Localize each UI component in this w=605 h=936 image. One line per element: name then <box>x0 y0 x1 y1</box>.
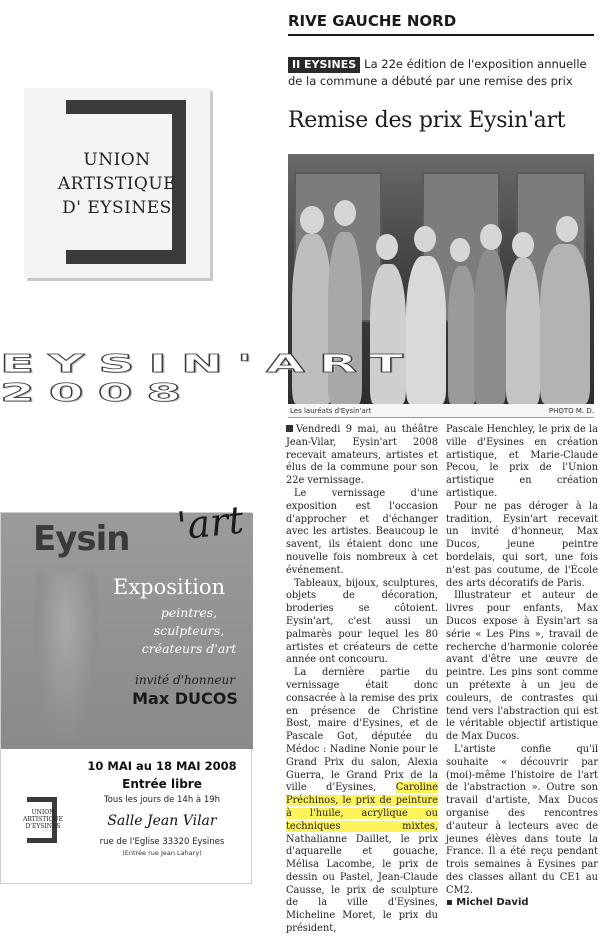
article-signature: ▪ Michel David <box>446 897 529 909</box>
article-paragraph: Tableaux, bijoux, sculptures, objets de décoration, broderies se côtoient. Eysin'art, c'est aussi un palmarès pour lequel les 80 artistes et créateurs de cette année ont concouru. <box>286 577 438 666</box>
article-column-2 <box>446 424 598 909</box>
kicker-tag: II EYSINES <box>288 57 360 73</box>
mini-logo-line: ARTISTIQUE <box>23 816 63 823</box>
article-paragraph: Pascale Henchley, le prix de la ville d'Eysines en création artistique, et Marie-Claude Pecou, le prix de l'Union artistique en création artistique. <box>446 424 598 499</box>
person-head <box>300 206 324 234</box>
person-head <box>450 238 470 262</box>
union-artistique-logo <box>24 88 210 278</box>
logo-line-3: D' EYSINES <box>62 198 172 218</box>
poster-venue: Salle Jean Vilar <box>107 813 217 829</box>
poster-subtitle: créateurs d'art <box>141 641 237 656</box>
banner-title: EYSIN'ART 2008 <box>0 349 418 407</box>
section-rubric: RIVE GAUCHE NORD <box>288 10 594 36</box>
person-head <box>512 232 534 258</box>
poster-dates: 10 MAI au 18 MAI 2008 <box>87 759 237 773</box>
exhibition-poster <box>0 497 252 884</box>
poster-mini-logo <box>15 795 63 847</box>
poster-hours: Tous les jours de 14h à 19h <box>103 795 221 805</box>
article-paragraph: La dernière partie du vernissage était donc consacrée à la remise des prix en présence de Christine Bost, maire d'Eysines, et de Pascale Got, députée du Médoc : Nadine Nonie pour le Grand Prix du salon, Alexia Guerra, le Grand Prix de la ville d'Eysines, Caroline Préchinos, le prix de peinture à l'huile, acrylique ou techniques mixtes, Nathalianne Daillet, le prix d'aquarelle et gouache, Mélisa Lacombe, le prix de dessin ou Pastel, Jean-Claude Causse, le prix de sculpture de la ville d'Eysines, Micheline Moret, le prix du président, <box>286 667 438 935</box>
article-paragraph: Vendredi 9 mai, au théâtre Jean-Vilar, Eysin'art 2008 recevait amateurs, artistes et élus de la commune pour son 22e vernissage. <box>286 424 438 487</box>
person-head <box>334 200 356 226</box>
poster-entry: Entrée libre <box>122 777 202 791</box>
poster-title-art: 'art <box>174 497 246 549</box>
poster-subtitle: sculpteurs, <box>153 623 225 638</box>
article-paragraph: Le vernissage d'une exposition est l'occasion d'approcher et d'échanger avec les artistes. Beaucoup le savent, ils étaient donc une nouvelle fois nombreux à cet événement. <box>286 487 438 576</box>
article-column-1 <box>286 424 438 935</box>
poster-address-note: (Entrée rue Jean Lahary) <box>122 849 202 857</box>
person-head <box>376 234 398 260</box>
highlighted-text: Caroline Préchinos, le prix de peinture à l'huile, acrylique ou techniques mixtes, <box>286 782 438 832</box>
sculpture-silhouette <box>31 573 101 743</box>
poster-subtitle: peintres, <box>160 605 218 620</box>
eysinart-banner <box>0 346 605 410</box>
square-bullet-icon <box>286 425 293 432</box>
article-body <box>286 424 598 935</box>
article-headline: Remise des prix Eysin'art <box>288 108 566 133</box>
photo-caption <box>288 404 594 418</box>
kicker-text: La 22e édition de l'exposition annuelle de la commune a débuté par une remise des prix <box>288 57 587 88</box>
person-head <box>480 224 502 250</box>
article-paragraph: Illustrateur et auteur de livres pour enfants, Max Ducos expose à Eysin'art sa série « Les Pins », travail de recherche d'harmonie colorée avant d'être une œuvre de peintre. Les pins sont comme un prétexte à un jeu de couleurs, de contrastes qui tend vers l'abstraction qui est le véritable objectif artistique de Max Ducos. <box>446 590 598 743</box>
article-kicker <box>288 56 594 89</box>
mini-logo-line: D'EYSINES <box>25 823 61 830</box>
person-head <box>556 216 578 242</box>
poster-guest-label: invité d'honneur <box>135 673 235 687</box>
poster-title-eysin: Eysin <box>33 519 130 559</box>
poster-address: rue de l'Eglise 33320 Eysines <box>99 837 225 847</box>
poster-title <box>1 497 253 567</box>
person-head <box>414 226 436 252</box>
caption-text: Les lauréats d'Eysin'art <box>290 406 372 415</box>
mini-logo-line: UNION <box>31 809 55 816</box>
poster-exposition: Exposition <box>113 575 226 599</box>
photo-credit: PHOTO M. D. <box>548 406 594 415</box>
article-paragraph: L'artiste confie qu'il souhaite « découvrir par (moi)-même l'histoire de l'art de l'abstraction ». Outre son travail d'artiste, Max Ducos organise des rencontres d'auteur à lecteurs avec de jeunes élèves dans toute la France. Il a été reçu pendant trois semaines à Eysines par des classes allant du CE1 au CM2. <box>446 743 598 896</box>
logo-line-1: UNION <box>83 150 151 170</box>
logo-line-2: ARTISTIQUE <box>57 174 177 194</box>
poster-guest-name: Max DUCOS <box>132 689 238 708</box>
article-paragraph: Pour ne pas déroger à la tradition, Eysin'art recevait un invité d'honneur, Max Ducos, jeune peintre bordelais, qui sort, une fois n'est pas coutume, de l'École des arts décoratifs de Paris. <box>446 500 598 589</box>
